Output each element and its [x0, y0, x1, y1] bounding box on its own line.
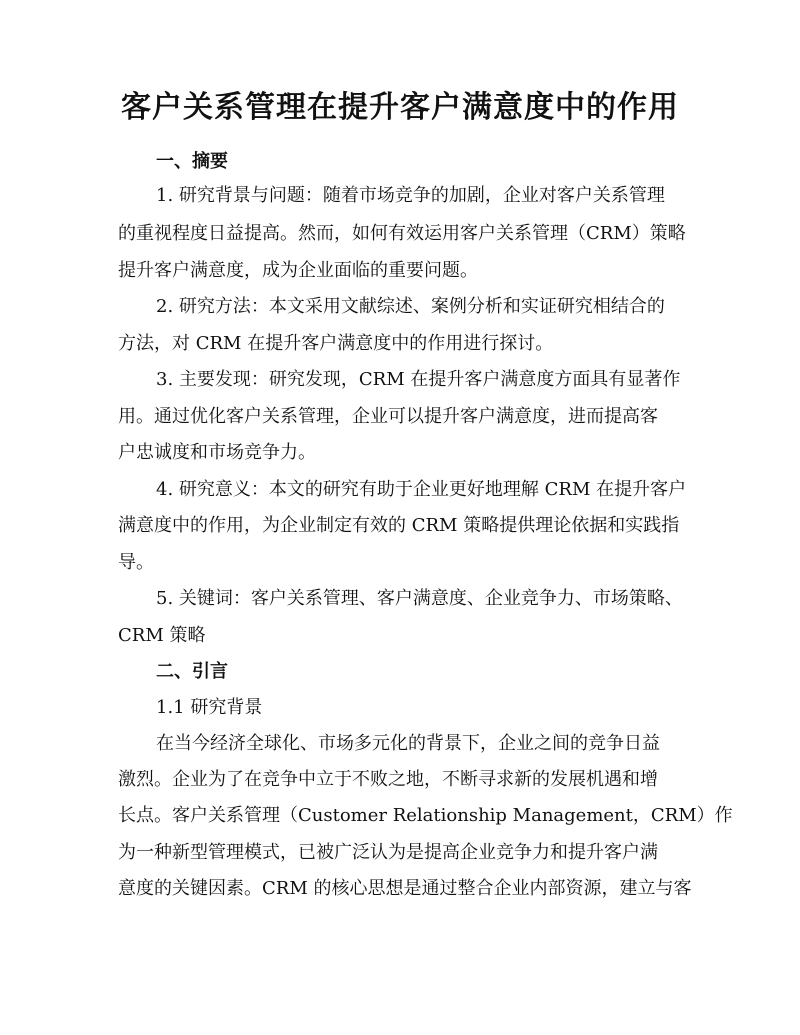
- intro-paragraph-line-4: 为一种新型管理模式，已被广泛认为是提高企业竞争力和提升客户满: [118, 842, 658, 863]
- subsection-heading-background: 1.1 研究背景: [156, 697, 263, 718]
- abstract-item-4-line-1: 4. 研究意义：本文的研究有助于企业更好地理解 CRM 在提升客户: [156, 479, 687, 500]
- page-title: 客户关系管理在提升客户满意度中的作用: [121, 90, 679, 125]
- abstract-item-4-line-2: 满意度中的作用，为企业制定有效的 CRM 策略提供理论依据和实践指: [118, 515, 680, 536]
- abstract-item-1-line-1: 1. 研究背景与问题：随着市场竞争的加剧，企业对客户关系管理: [156, 185, 665, 206]
- abstract-item-5-line-1: 5. 关键词：客户关系管理、客户满意度、企业竞争力、市场策略、: [156, 588, 683, 609]
- intro-paragraph-line-5: 意度的关键因素。CRM 的核心思想是通过整合企业内部资源，建立与客: [118, 878, 692, 899]
- section-heading-introduction: 二、引言: [156, 661, 228, 682]
- abstract-item-3-line-1: 3. 主要发现：研究发现，CRM 在提升客户满意度方面具有显著作: [156, 369, 681, 390]
- intro-paragraph-line-3: 长点。客户关系管理（Customer Relationship Management，CRM）作: [118, 805, 733, 826]
- abstract-item-2-line-2: 方法，对 CRM 在提升客户满意度中的作用进行探讨。: [118, 333, 554, 354]
- abstract-item-5-line-2: CRM 策略: [118, 625, 206, 646]
- abstract-item-1-line-2: 的重视程度日益提高。然而，如何有效运用客户关系管理（CRM）策略: [118, 223, 686, 244]
- abstract-item-3-line-3: 户忠诚度和市场竞争力。: [118, 442, 316, 463]
- abstract-item-4-line-3: 导。: [118, 552, 154, 573]
- intro-paragraph-line-2: 激烈。企业为了在竞争中立于不败之地，不断寻求新的发展机遇和增: [118, 769, 658, 790]
- intro-paragraph-line-1: 在当今经济全球化、市场多元化的背景下，企业之间的竞争日益: [156, 733, 660, 754]
- abstract-item-1-line-3: 提升客户满意度，成为企业面临的重要问题。: [118, 260, 478, 281]
- abstract-item-3-line-2: 用。通过优化客户关系管理，企业可以提升客户满意度，进而提高客: [118, 406, 658, 427]
- section-heading-abstract: 一、摘要: [156, 151, 228, 172]
- abstract-item-2-line-1: 2. 研究方法：本文采用文献综述、案例分析和实证研究相结合的: [156, 296, 665, 317]
